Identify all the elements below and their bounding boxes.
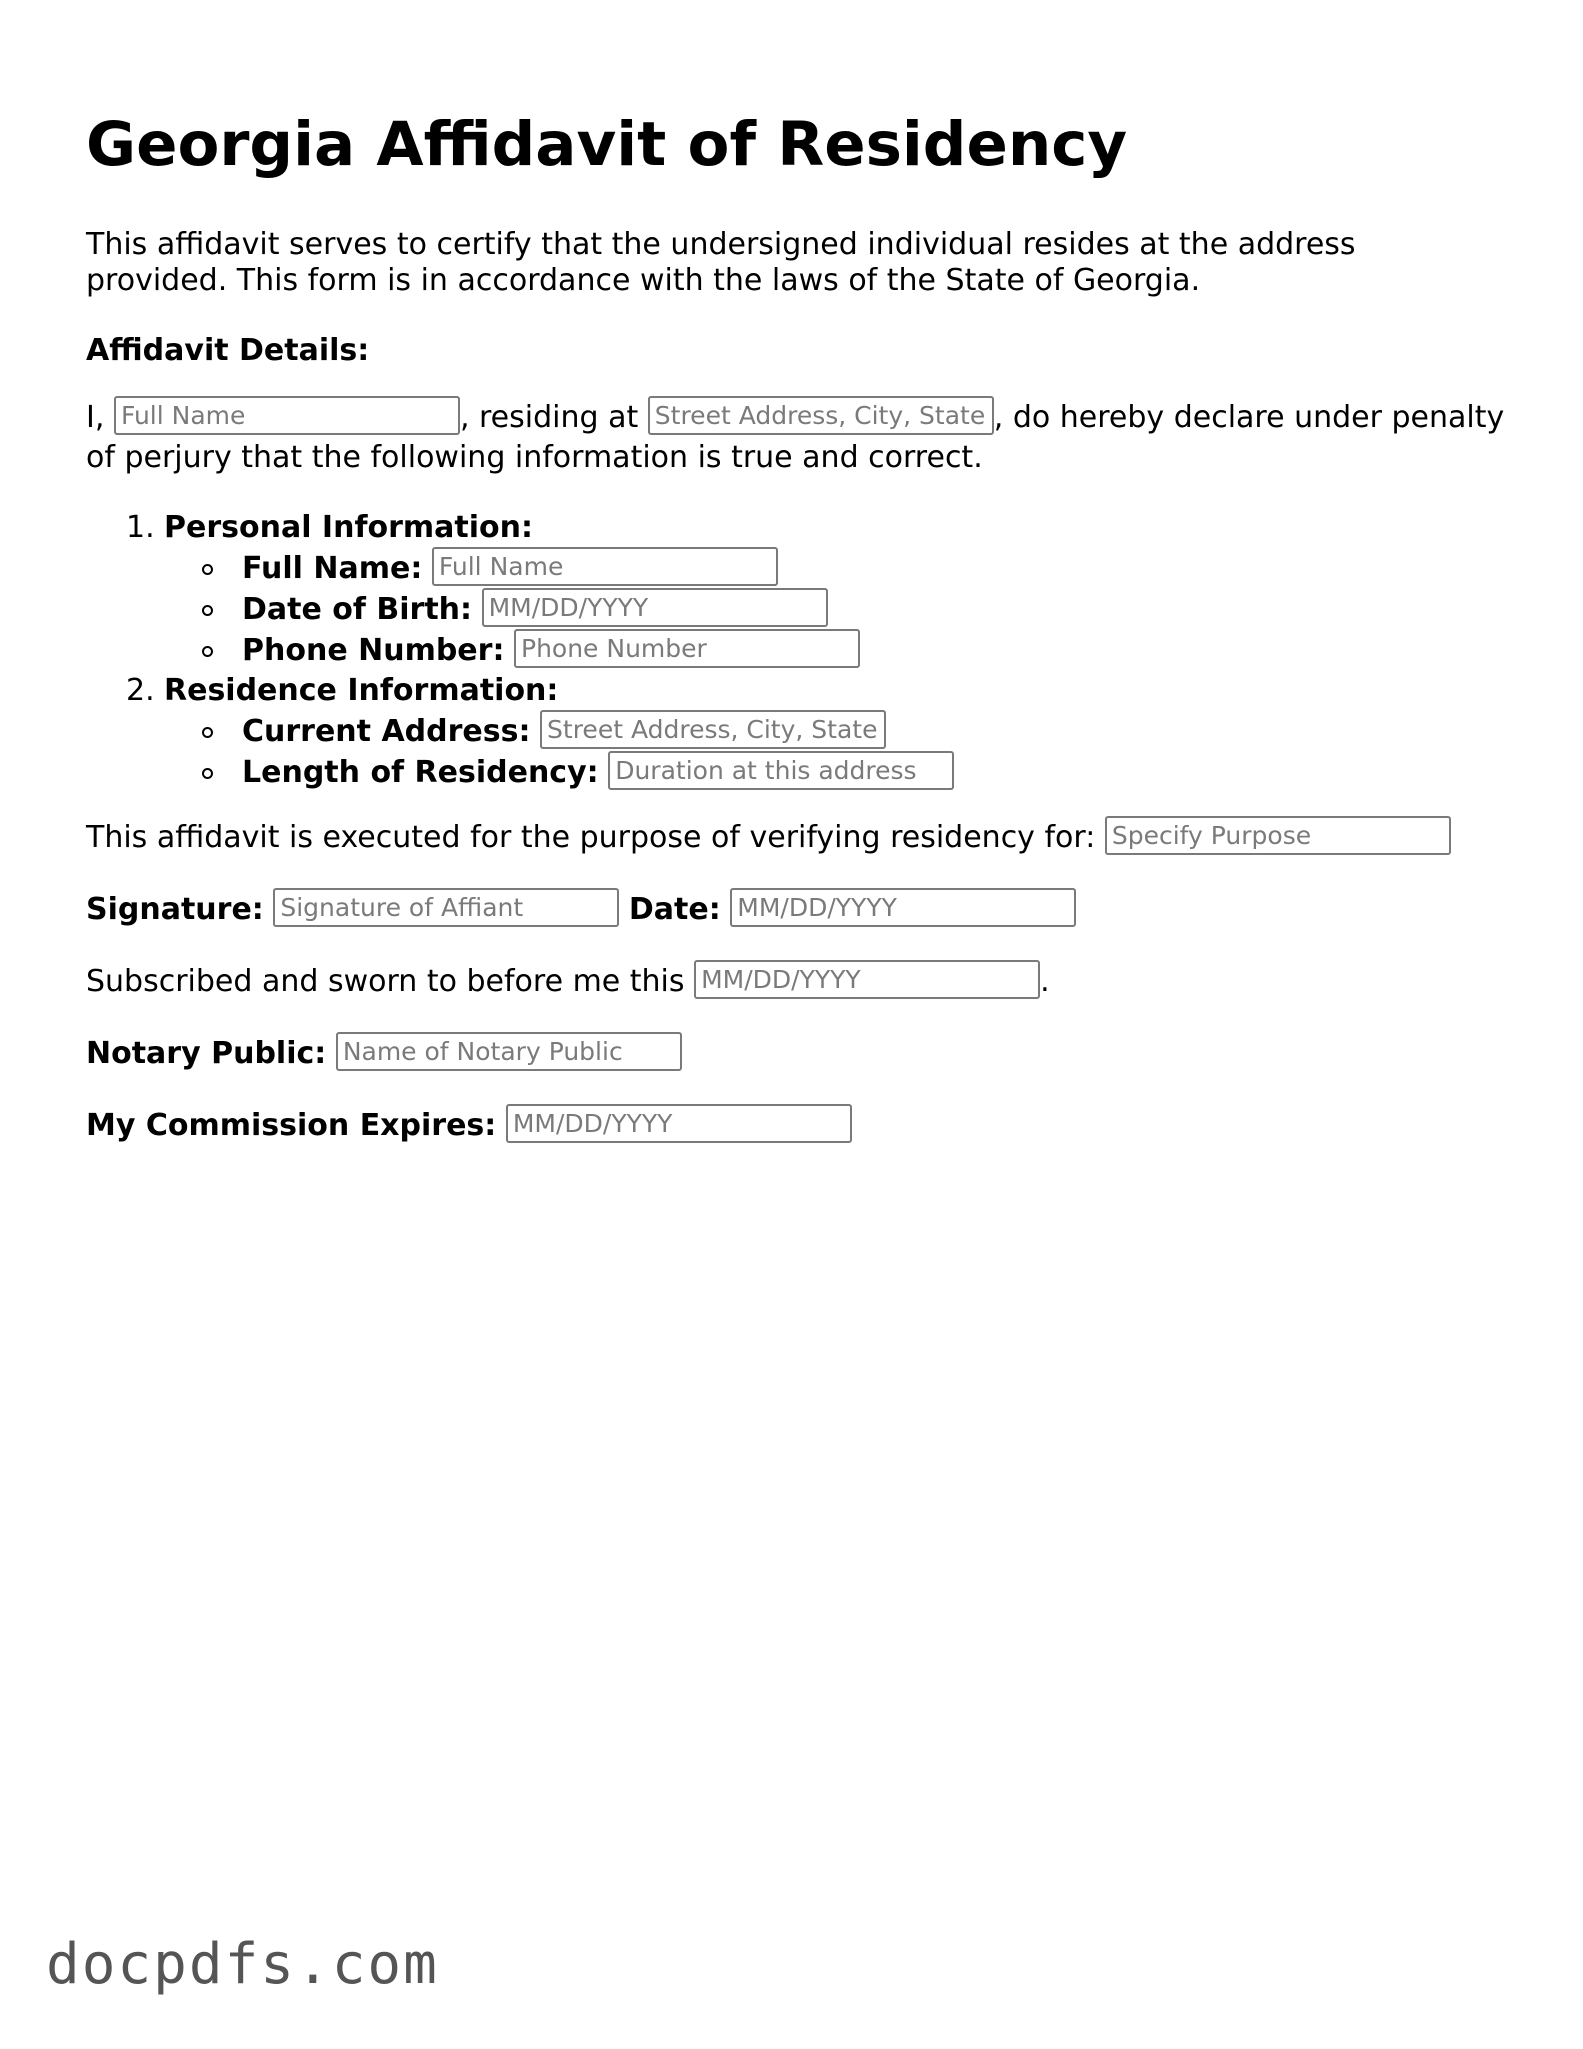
date-of-birth-field[interactable]: MM/DD/YYYY: [482, 588, 828, 627]
notary-label: Notary Public:: [86, 1036, 327, 1071]
phone-number-label: Phone Number:: [242, 633, 505, 668]
signature-date-field[interactable]: MM/DD/YYYY: [730, 888, 1076, 927]
section-title: Personal Information:: [164, 510, 533, 545]
full-name-label: Full Name:: [242, 551, 423, 586]
details-heading: Affidavit Details:: [86, 333, 370, 368]
bullet-circle-icon: [202, 646, 213, 657]
watermark-logo: docpdfs.com: [46, 1932, 439, 1997]
residence-fields-list: [164, 712, 954, 793]
purpose-text: This affidavit is executed for the purpose of verifying residency for:: [86, 820, 1096, 855]
section-personal-information: [86, 508, 954, 671]
declaration-name-field[interactable]: Full Name: [114, 396, 460, 435]
section-residence-information: [86, 671, 954, 793]
commission-line: [86, 1106, 852, 1146]
list-item-current-address: [164, 712, 954, 752]
signature-date-label: Date:: [628, 892, 721, 927]
notary-line: [86, 1034, 682, 1074]
sworn-line: [86, 962, 1050, 1002]
notary-name-field[interactable]: Name of Notary Public: [336, 1032, 682, 1071]
commission-date-field[interactable]: MM/DD/YYYY: [506, 1104, 852, 1143]
page-title: Georgia Affidavit of Residency: [86, 109, 1128, 180]
bullet-circle-icon: [202, 727, 213, 738]
signature-label: Signature:: [86, 892, 264, 927]
declaration-middle: , residing at: [459, 400, 639, 435]
declaration-suffix: , do hereby declare under penalty of perjury that the following information is true and correct.: [86, 400, 1505, 475]
declaration-paragraph: [86, 398, 1506, 478]
section-number: 2.: [126, 673, 155, 708]
list-item-full-name: [164, 549, 954, 589]
length-of-residency-label: Length of Residency:: [242, 755, 599, 790]
signature-line: [86, 890, 1076, 930]
bullet-circle-icon: [202, 605, 213, 616]
intro-paragraph: This affidavit serves to certify that the undersigned individual resides at the address provided. This form is in accordance with the laws of the State of Georgia.: [86, 227, 1356, 298]
date-of-birth-label: Date of Birth:: [242, 592, 473, 627]
sworn-date-field[interactable]: MM/DD/YYYY: [694, 960, 1040, 999]
sworn-text: Subscribed and sworn to before me this: [86, 964, 685, 999]
sworn-period: .: [1040, 964, 1050, 999]
bullet-circle-icon: [202, 768, 213, 779]
section-title: Residence Information:: [164, 673, 559, 708]
affidavit-sections-list: [86, 508, 954, 793]
phone-number-field[interactable]: Phone Number: [514, 629, 860, 668]
purpose-field[interactable]: Specify Purpose: [1105, 816, 1451, 855]
purpose-line: [86, 818, 1451, 858]
current-address-field[interactable]: Street Address, City, State: [540, 710, 886, 749]
declaration-prefix: I,: [86, 400, 105, 435]
list-item-phone-number: [164, 631, 954, 671]
declaration-address-field[interactable]: Street Address, City, State: [648, 396, 994, 435]
personal-fields-list: [164, 549, 954, 671]
bullet-circle-icon: [202, 564, 213, 575]
list-item-length-of-residency: [164, 753, 954, 793]
section-number: 1.: [126, 510, 155, 545]
commission-label: My Commission Expires:: [86, 1108, 497, 1143]
full-name-field[interactable]: Full Name: [432, 547, 778, 586]
list-item-date-of-birth: [164, 590, 954, 630]
length-of-residency-field[interactable]: Duration at this address: [608, 751, 954, 790]
signature-field[interactable]: Signature of Affiant: [273, 888, 619, 927]
current-address-label: Current Address:: [242, 714, 531, 749]
